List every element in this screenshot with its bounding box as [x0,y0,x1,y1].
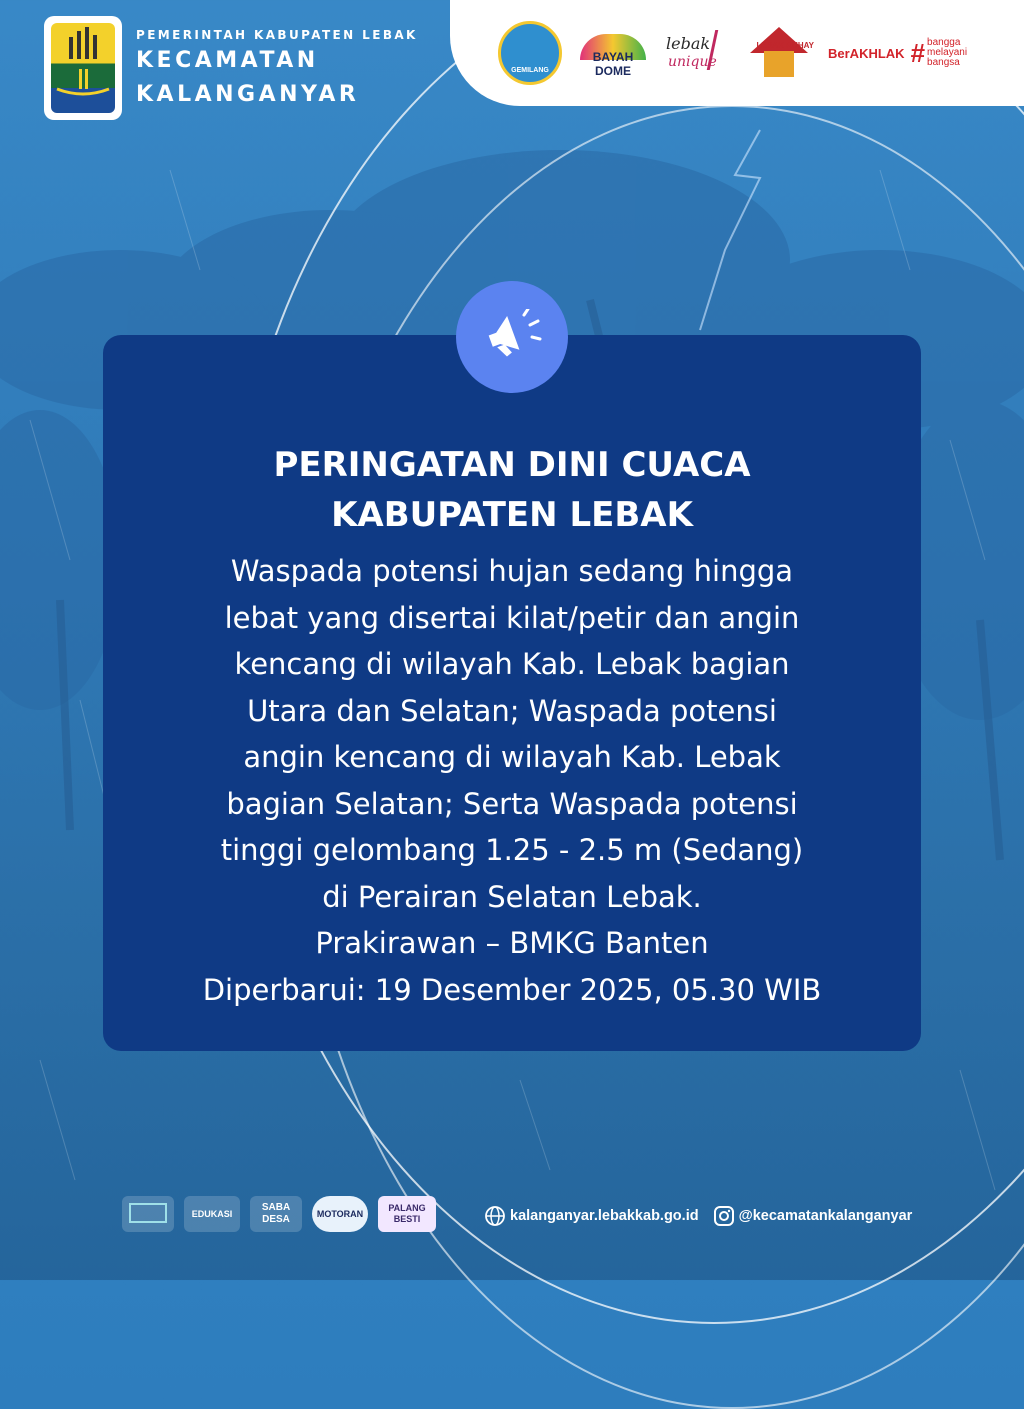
monitor-icon [128,1202,168,1226]
title-line1: PERINGATAN DINI CUACA [273,445,751,485]
lebak-ruhay-label: LEBAK RUHAY [756,41,814,50]
crest-icon [51,23,115,113]
program-logo-edukasi [184,1196,240,1232]
gemilang-label: GEMILANG [511,67,549,74]
program-logo-motoran [312,1196,368,1232]
gemilang-logo [498,21,562,85]
motoran-label: MOTORAN [316,1209,364,1219]
megaphone-icon [480,309,544,365]
government-name: PEMERINTAH KABUPATEN LEBAK [136,28,418,42]
announcement-card [103,335,921,1051]
district-name-line2: KALANGANYAR [136,82,360,107]
bangga-word1: bangga [927,37,961,48]
body-line: kencang di wilayah Kab. Lebak bagian [234,647,790,681]
berakhlak-logo [828,38,967,69]
program-logos [122,1196,446,1232]
district-name-line1: KECAMATAN [136,48,319,73]
hashtag-icon: # [910,37,926,68]
body-line: tinggi gelombang 1.25 - 2.5 m (Sedang) [220,833,804,867]
body-line: lebat yang disertai kilat/petir dan angin [224,600,800,635]
program-logo-palang-besti [378,1196,436,1232]
body-line: Waspada potensi hujan sedang hingga [230,554,794,588]
body-line: angin kencang di wilayah Kab. Lebak [243,740,781,774]
bayah-dome-label: BAYAH DOME [592,50,634,78]
contact-links [484,1205,912,1227]
website-link[interactable]: kalanganyar.lebakkab.go.id [510,1208,699,1224]
bangga-word2: melayani [927,47,968,58]
edukasi-label: EDUKASI [191,1209,233,1219]
globe-icon [484,1205,506,1227]
program-logo-saba-desa [250,1196,302,1232]
lebak-unique-word1: lebak [666,34,711,53]
body-line: bagian Selatan; Serta Waspada potensi [226,786,798,821]
kabupaten-lebak-crest [44,16,122,120]
bangga-word3: bangsa [927,57,960,68]
instagram-link[interactable]: @kecamatankalanganyar [738,1208,913,1224]
bayah-dome-logo [576,28,650,78]
lebak-unique-word2: unique [668,54,717,70]
program-logo-1 [122,1196,174,1232]
palang-besti-label: PALANG BESTI [388,1203,426,1224]
forecaster-source: Prakirawan – BMKG Banten [315,926,709,960]
saba-desa-label: SABA DESA [261,1202,291,1225]
body-line: Utara dan Selatan; Waspada potensi [247,693,777,728]
instagram-icon [713,1205,735,1227]
berakhlak-label: BerAKHLAK [828,45,905,61]
body-line: di Perairan Selatan Lebak. [322,879,702,914]
lebak-ruhay-logo [744,23,814,83]
announcement-body [143,548,881,1013]
announcement-title [103,440,921,540]
announcement-icon-bubble [456,281,568,393]
title-line2: KABUPATEN LEBAK [331,495,693,535]
header-brand [44,16,418,120]
partner-logo-bar [450,0,1024,106]
update-timestamp: Diperbarui: 19 Desember 2025, 05.30 WIB [202,972,822,1007]
lebak-unique-logo [664,28,730,78]
